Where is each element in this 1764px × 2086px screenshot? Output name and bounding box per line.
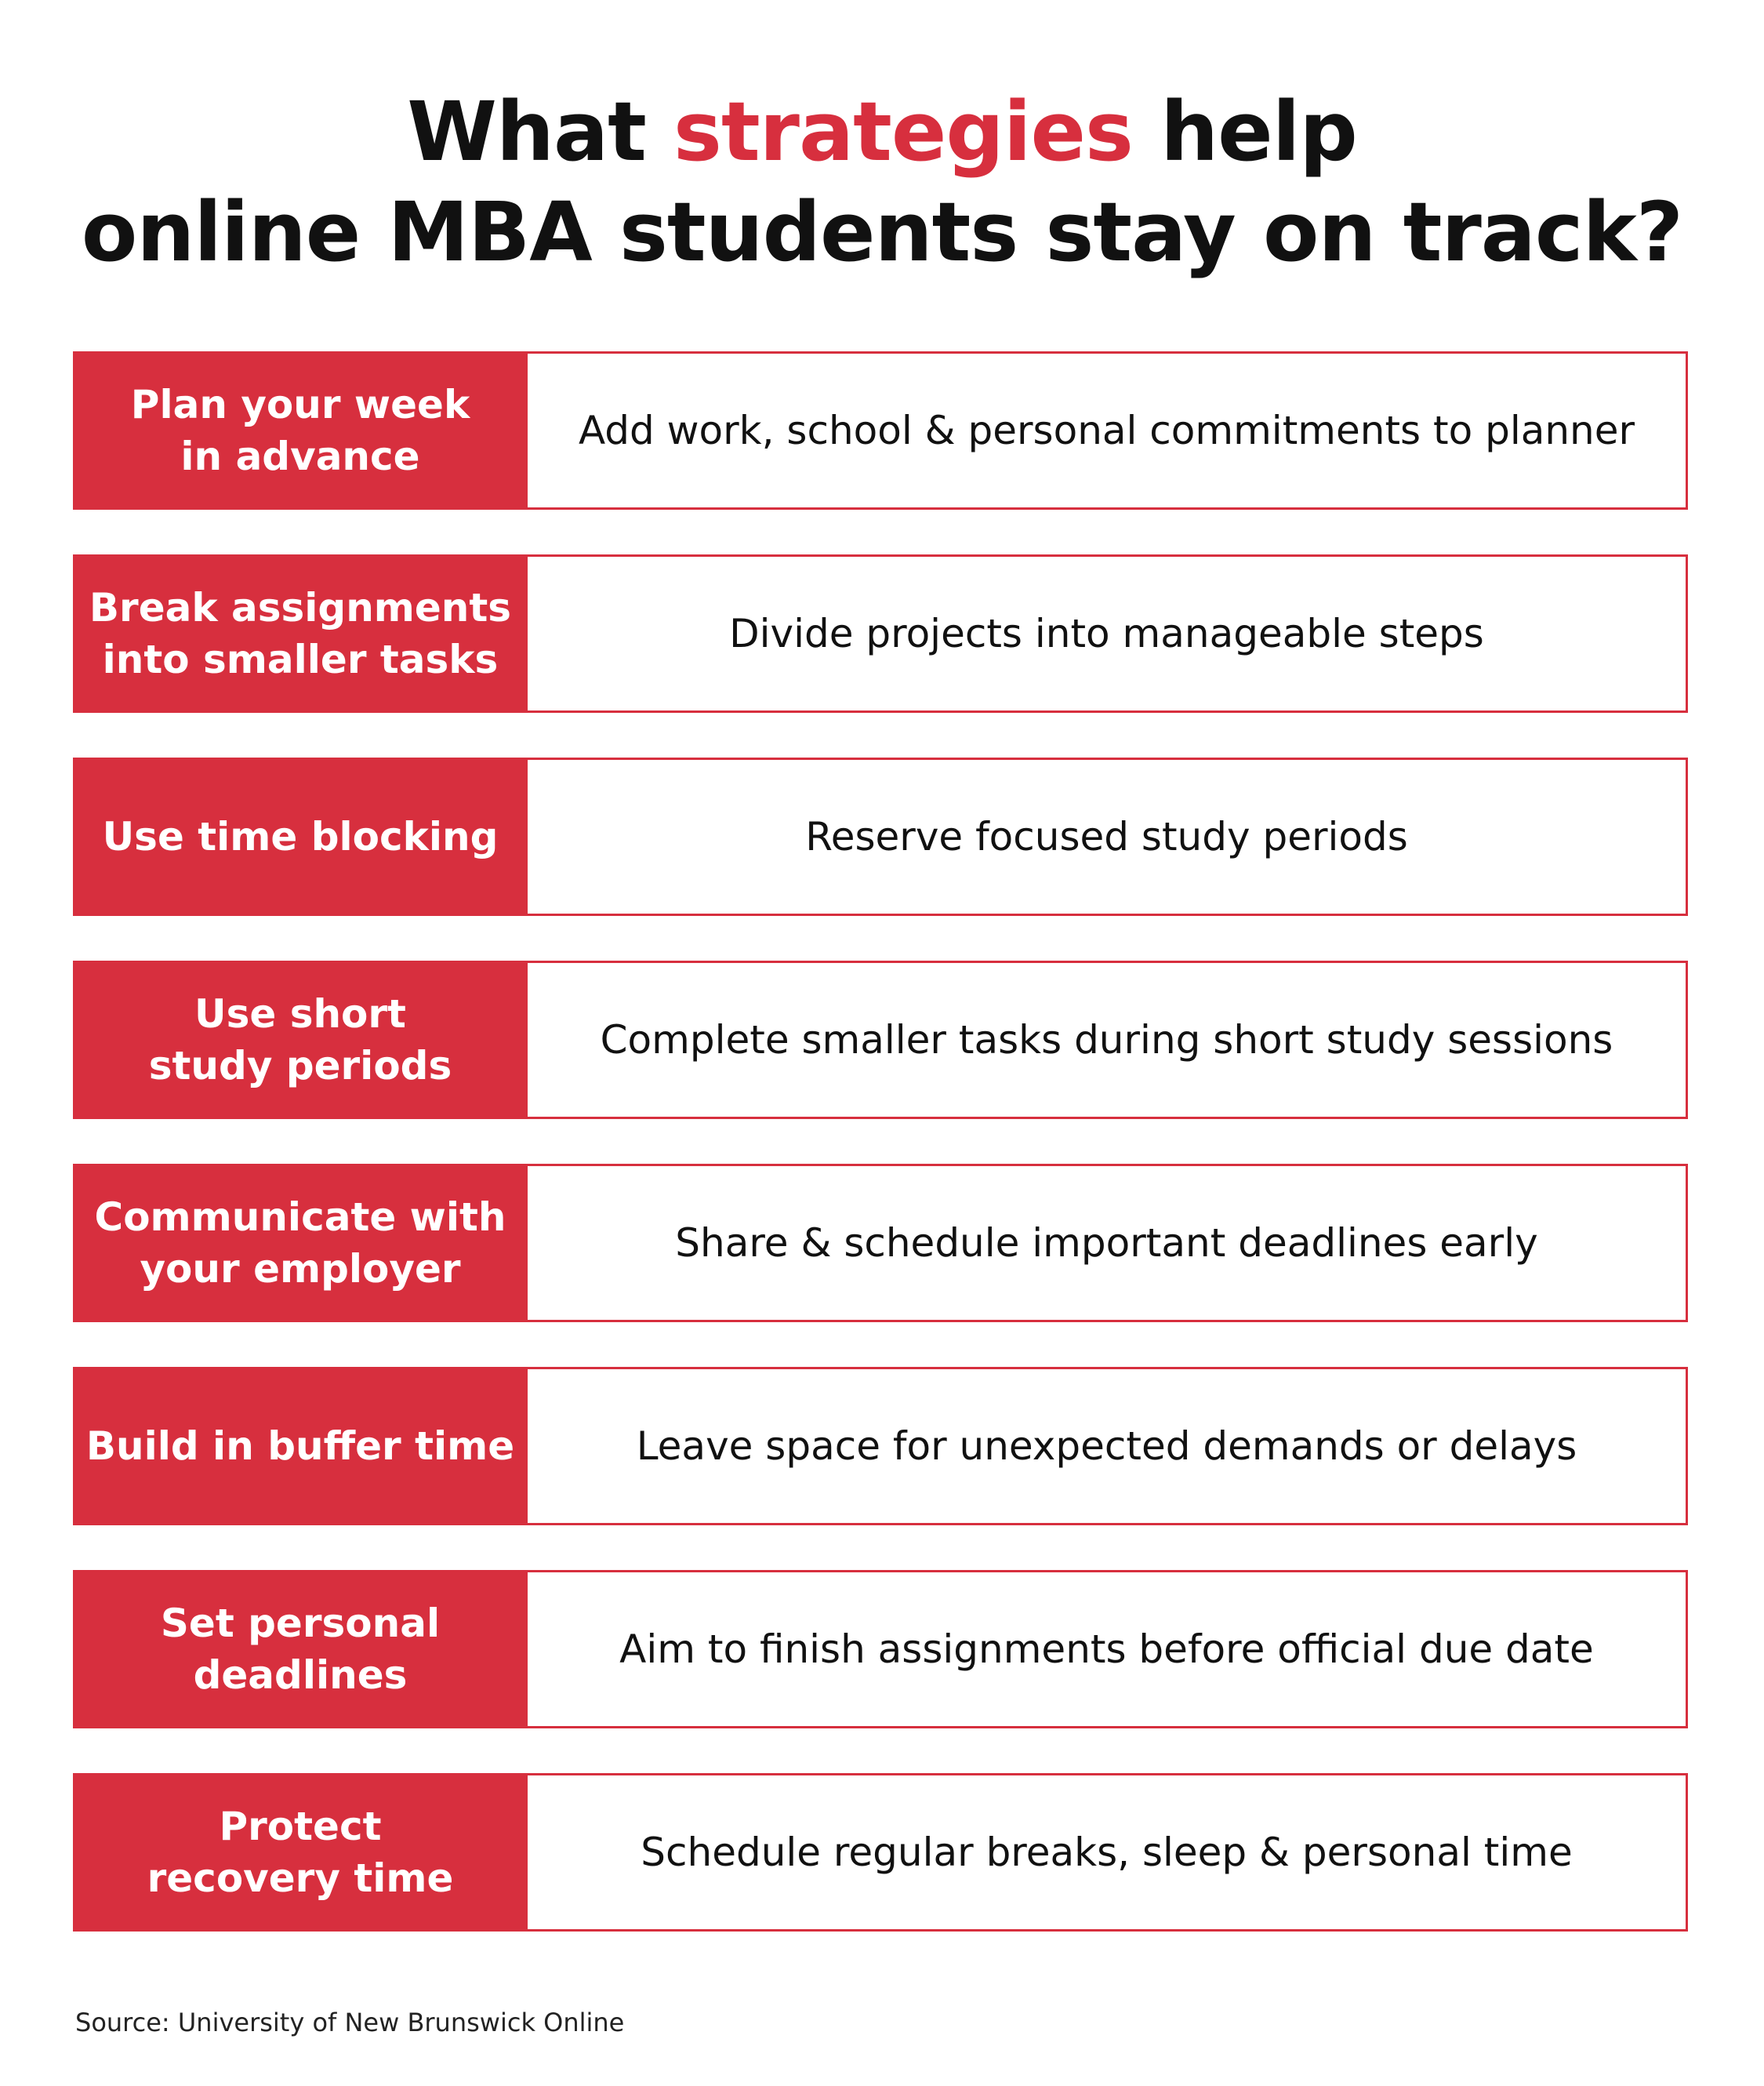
title-accent-word: strategies xyxy=(673,84,1133,180)
strategy-description: Aim to finish assignments before official due date xyxy=(528,1570,1688,1728)
strategy-label: Protect recovery time xyxy=(73,1773,528,1932)
strategy-label: Use time blocking xyxy=(73,758,528,916)
strategy-description: Add work, school & personal commitments to planner xyxy=(528,351,1688,510)
strategy-row xyxy=(73,554,1688,713)
strategy-label: Communicate with your employer xyxy=(73,1164,528,1322)
title-line-1 xyxy=(0,82,1764,182)
strategy-label: Break assignments into smaller tasks xyxy=(73,554,528,713)
strategy-description: Leave space for unexpected demands or delays xyxy=(528,1367,1688,1525)
title-text-end: help xyxy=(1132,84,1357,180)
strategy-description: Schedule regular breaks, sleep & personal time xyxy=(528,1773,1688,1932)
strategy-row xyxy=(73,1570,1688,1728)
strategy-row xyxy=(73,758,1688,916)
strategy-list xyxy=(73,351,1688,1976)
strategy-row xyxy=(73,1773,1688,1932)
strategy-label: Set personal deadlines xyxy=(73,1570,528,1728)
strategy-row xyxy=(73,1164,1688,1322)
strategy-description: Complete smaller tasks during short study sessions xyxy=(528,961,1688,1119)
strategy-row xyxy=(73,1367,1688,1525)
strategy-row xyxy=(73,351,1688,510)
source-note: Source: University of New Brunswick Online xyxy=(75,2008,625,2037)
title-text-start: What xyxy=(407,84,674,180)
title-line-2: online MBA students stay on track? xyxy=(81,184,1683,280)
strategy-description: Divide projects into manageable steps xyxy=(528,554,1688,713)
strategy-description: Share & schedule important deadlines early xyxy=(528,1164,1688,1322)
strategy-description: Reserve focused study periods xyxy=(528,758,1688,916)
strategy-label: Use short study periods xyxy=(73,961,528,1119)
strategy-label: Build in buffer time xyxy=(73,1367,528,1525)
strategy-label: Plan your week in advance xyxy=(73,351,528,510)
strategy-row xyxy=(73,961,1688,1119)
page-title xyxy=(0,82,1764,282)
